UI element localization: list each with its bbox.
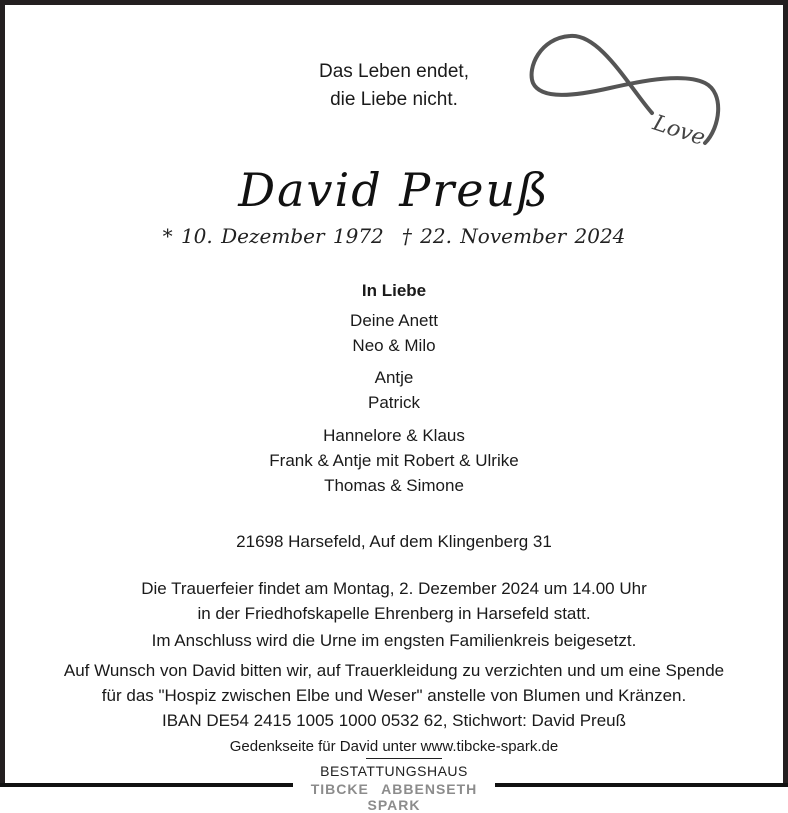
motto-line-2: die Liebe nicht. (330, 89, 458, 110)
mourner: Patrick (368, 393, 420, 412)
frame-border-bottom-right (495, 783, 788, 787)
deceased-name: David Preuß (238, 163, 550, 217)
mourners-heading: In Liebe (361, 281, 427, 300)
funeral-home-logo (293, 763, 495, 813)
cross-icon (366, 758, 442, 759)
donation-iban: IBAN DE54 2415 1005 1000 0532 62, Stichwort: David Preuß (161, 711, 626, 730)
service-line-2: in der Friedhofskapelle Ehrenberg in Harsefeld statt. (197, 604, 591, 623)
mourner: Frank & Antje mit Robert & Ulrike (269, 451, 519, 470)
mourner: Neo & Milo (352, 336, 436, 355)
funeral-home-names: TIBCKE ABBENSETH SPARK (310, 781, 478, 813)
frame-border-top (0, 0, 788, 5)
frame-border-bottom-left (0, 783, 293, 787)
mourner-group-1 (0, 308, 788, 358)
motto-line-1: Das Leben endet, (318, 61, 469, 82)
mourner: Hannelore & Klaus (323, 426, 465, 445)
urn-burial-info: Im Anschluss wird die Urne im engsten Familienkreis beigesetzt. (151, 631, 637, 650)
love-script: Love (649, 110, 709, 151)
donation-line-2: für das "Hospiz zwischen Elbe und Weser" anstelle von Blumen und Kränzen. (101, 686, 687, 705)
death-date: † 22. November 2024 (401, 224, 626, 248)
service-line-1: Die Trauerfeier findet am Montag, 2. Dezember 2024 um 14.00 Uhr (141, 579, 647, 598)
donation-line-1: Auf Wunsch von David bitten wir, auf Trauerkleidung zu verzichten und um eine Spende (63, 661, 725, 680)
family-address: 21698 Harsefeld, Auf dem Klingenberg 31 (236, 532, 552, 551)
mourner-group-3 (0, 423, 788, 498)
mourner: Thomas & Simone (324, 476, 464, 495)
memorial-page-link[interactable]: Gedenkseite für David unter www.tibcke-spark.de (229, 738, 559, 755)
infinity-love-icon (525, 28, 725, 153)
birth-date: * 10. Dezember 1972 (162, 224, 384, 248)
life-dates (0, 222, 788, 250)
mourner: Antje (374, 368, 414, 387)
donation-info (0, 658, 788, 733)
mourner-group-2 (0, 365, 788, 415)
service-info (0, 576, 788, 626)
funeral-home-logo-top: BESTATTUNGSHAUS (320, 763, 468, 779)
mourner: Deine Anett (350, 311, 438, 330)
